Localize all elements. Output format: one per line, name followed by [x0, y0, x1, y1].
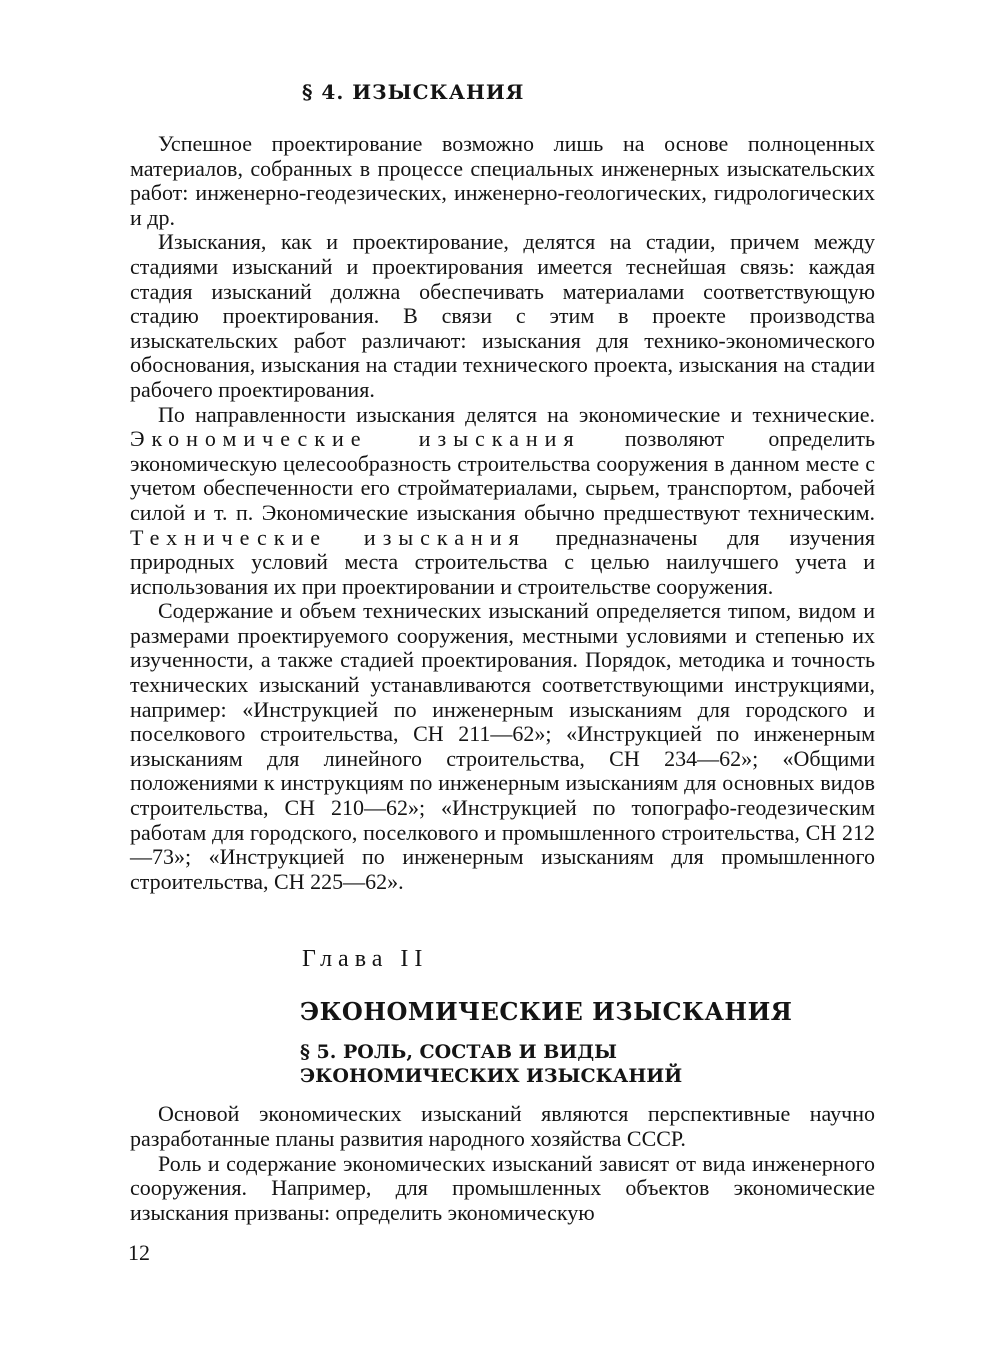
page-number: 12 — [128, 1240, 150, 1265]
section-5-heading — [130, 1040, 875, 1088]
paragraph-3-end: предназначены для изучения природных условий места строительства с целью наилучшего учета и использования их при проектировании и строительстве сооружения. — [130, 524, 876, 599]
section-4-heading: § 4. ИЗЫСКАНИЯ — [302, 80, 525, 104]
paragraph-6: Роль и содержание экономических изысканий зависят от вида инженерного сооружения. Например, для промышленных объектов экономические изыскания призваны: определить экономическую — [130, 1150, 875, 1225]
economic-surveys-term: Экономические изыскания — [130, 426, 581, 452]
paragraph-2: Изыскания, как и проектирование, делятся на стадии, причем между стадиями изысканий и проектирования имеется теснейшая связь: каждая стадия изысканий должна обеспечивать материалами соответствующую стадию проектирования. В связи с этим в проекте производства изыскательских работ различают: изыскания для технико-экономического обоснования, изыскания на стадии технического проекта, изыскания на стадии рабочего проектирования. — [130, 229, 875, 402]
section-5-heading-line-1: § 5. РОЛЬ, СОСТАВ И ВИДЫ — [300, 1041, 617, 1064]
paragraph-3 — [130, 403, 875, 600]
page-content — [130, 80, 875, 1350]
chapter-label: Глава II — [302, 946, 429, 973]
paragraph-1: Успешное проектирование возможно лишь на основе полноценных материалов, собранных в процессе специальных инженерных изыскательских работ: инженерно-геодезических, инженерно-геологических, гидрологических и др. — [130, 131, 875, 230]
section-5-heading-line-2: ЭКОНОМИЧЕСКИХ ИЗЫСКАНИЙ — [300, 1065, 683, 1088]
paragraph-4: Содержание и объем технических изысканий определяется типом, видом и размерами проектируемого сооружения, местными условиями и степенью их изученности, а также стадией проектирования. Порядок, методика и точность технических изысканий устанавливаются соответствующими инструкциями, например: «Инструкцией по инженерным изысканиям для городского и поселкового строительства, СН 211—62»; «Инструкцией по инженерным изысканиям для линейного строительства, СН 234—62»; «Общими положениями к инструкциям по инженерным изысканиям для основных видов строительства, СН 210—62»; «Инструкцией по топографо-геодезическим работам для городского, поселкового и промышленного строительства, СН 212—73»; «Инструкцией по инженерным изысканиям для промышленного строительства, СН 225—62». — [130, 598, 875, 894]
paragraph-5: Основой экономических изысканий являются перспективные научно разработанные планы развития народного хозяйства СССР. — [130, 1101, 875, 1151]
paragraph-3-intro: По направленности изыскания делятся на экономические и технические. — [158, 401, 875, 427]
chapter-title: ЭКОНОМИЧЕСКИЕ ИЗЫСКАНИЯ — [300, 997, 793, 1027]
technical-surveys-term: Технические изыскания — [130, 524, 526, 550]
paragraph-3-middle: позволяют определить экономическую целесообразность строительства сооружения в данном месте с учетом обеспеченности его стройматериалами, сырьем, транспортом, рабочей силой и т. п. Экономические изыскания обычно предшествуют техническим. — [130, 426, 876, 525]
